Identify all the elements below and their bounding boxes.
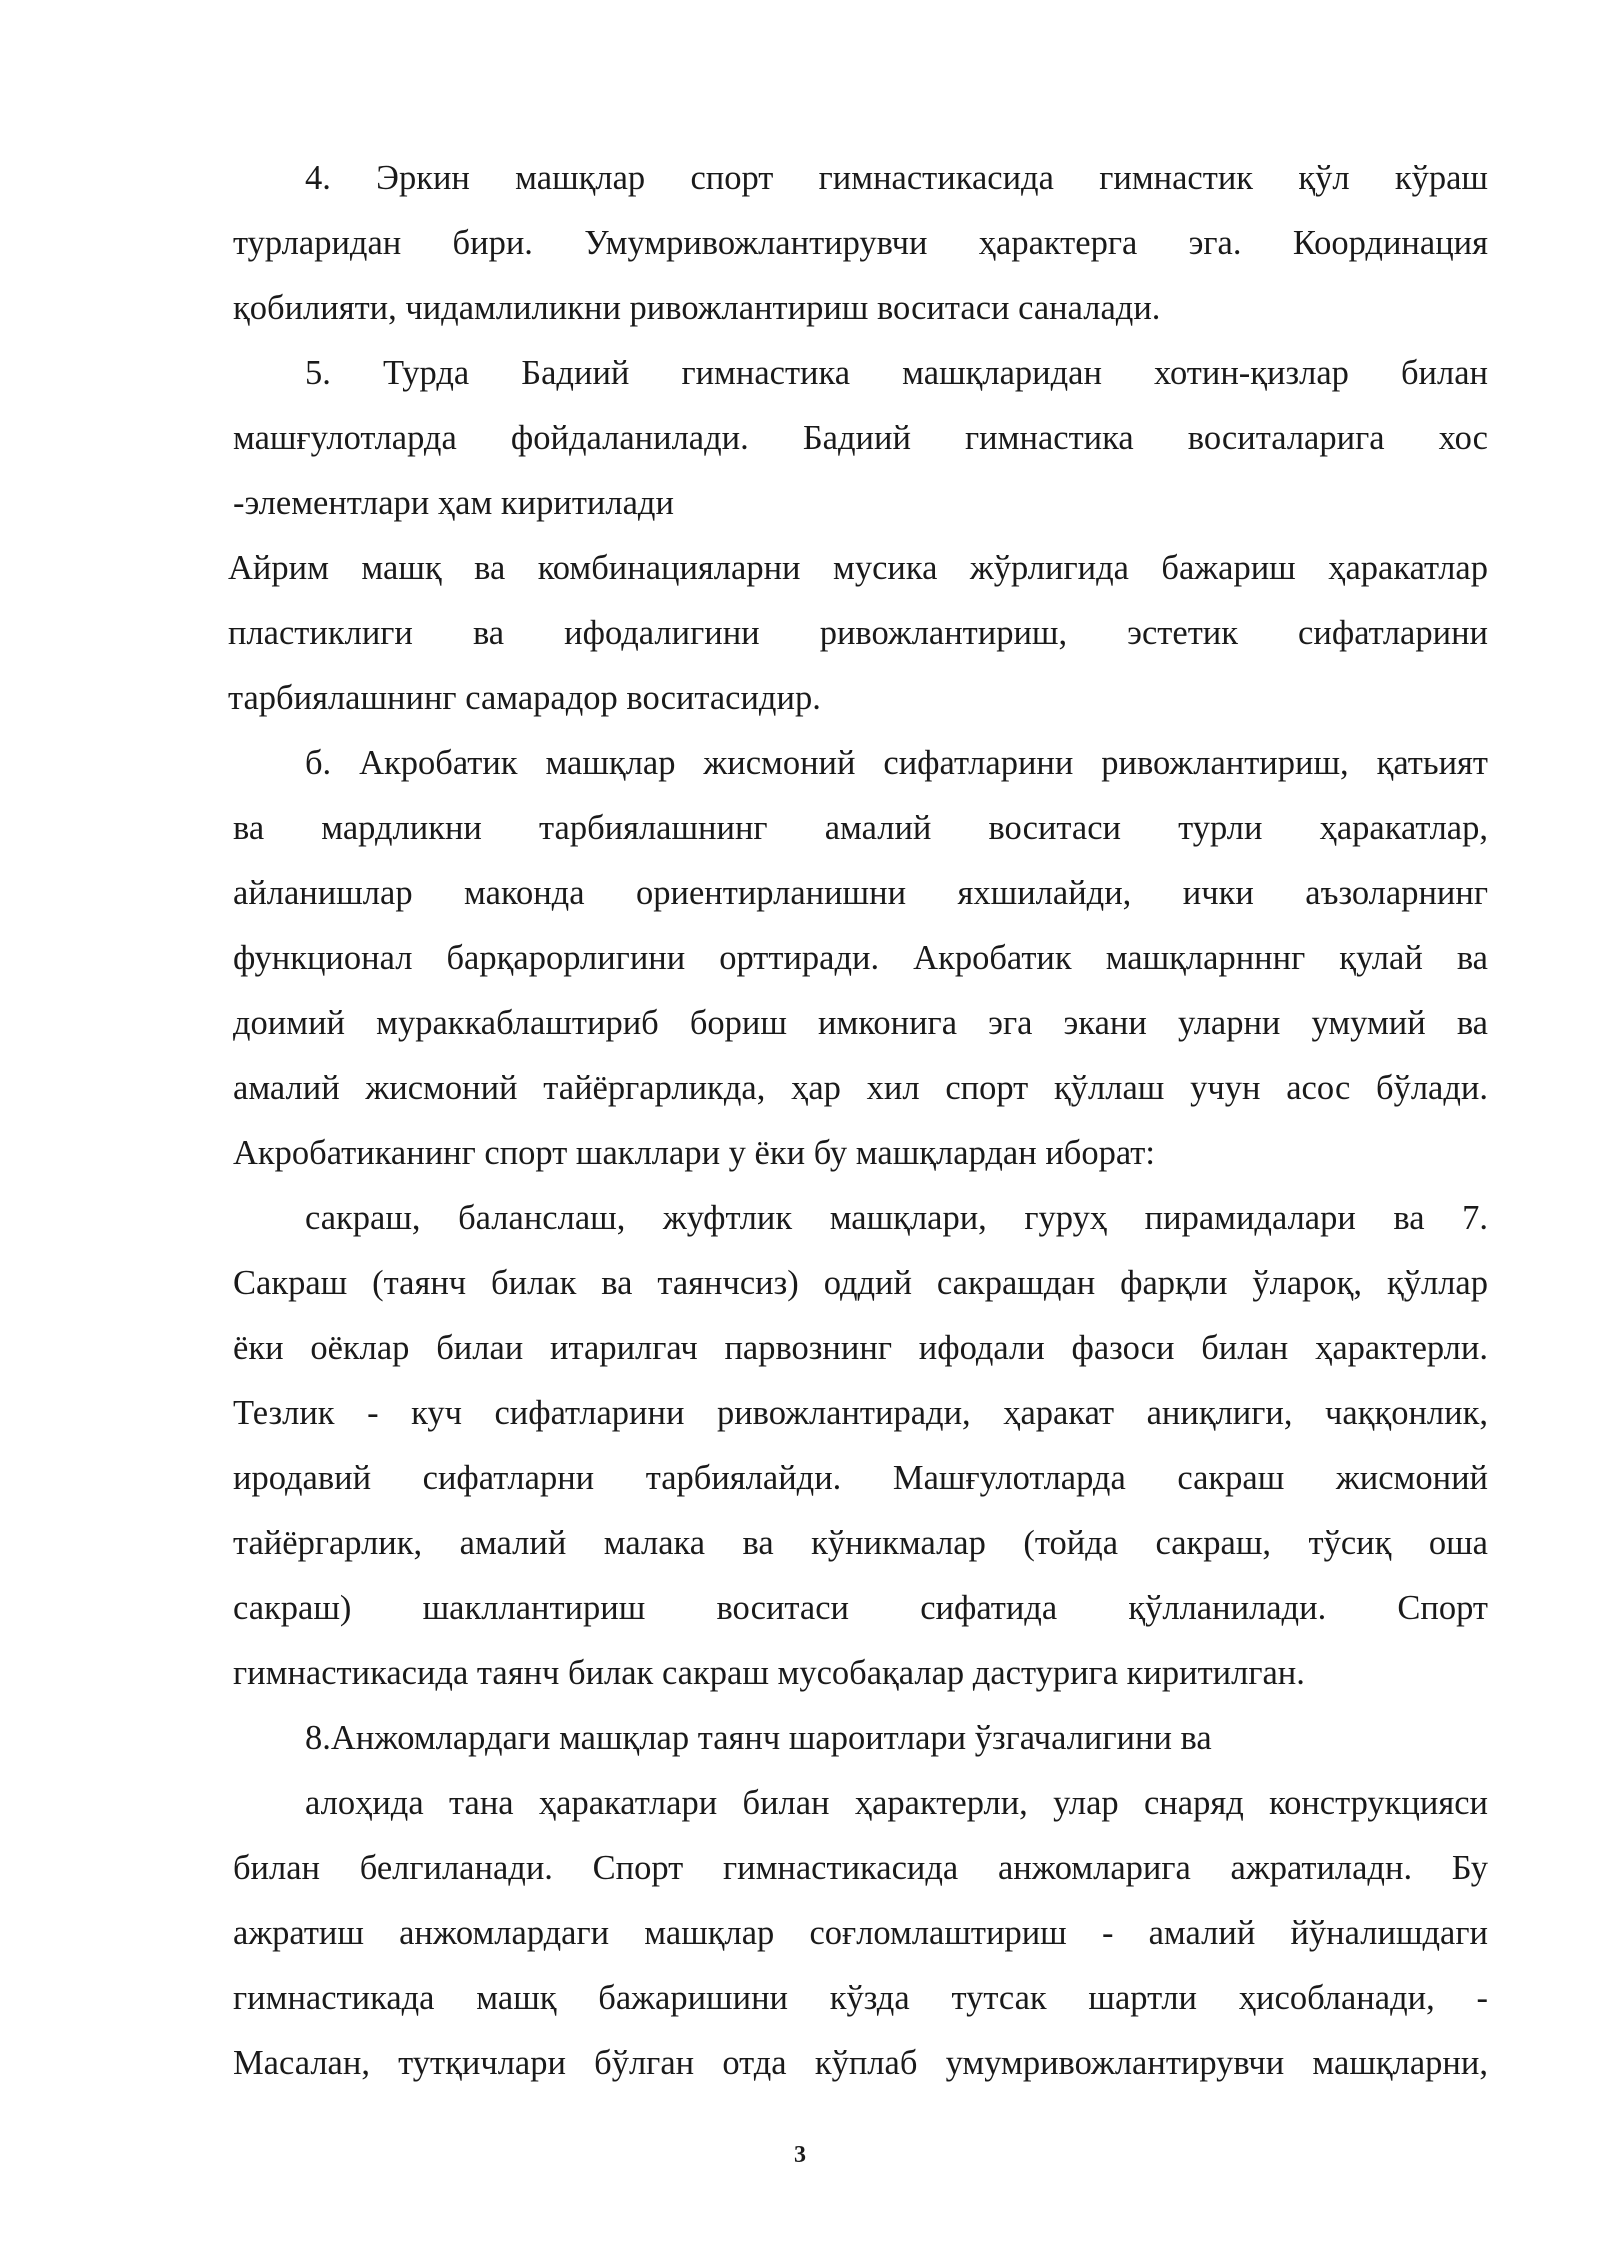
text-line: функционал барқарорлигини орттиради. Акробатик машқларнннг қулай ва xyxy=(233,939,1488,977)
page-number: 3 xyxy=(794,2142,806,2168)
text-line: машғулотларда фойдаланилади. Бадиий гимнастика воситаларига хос xyxy=(233,419,1488,457)
text-line: 8.Анжомлардаги машқлар таянч шароитлари ўзгачалигини ва xyxy=(305,1719,1212,1757)
body-text xyxy=(228,146,1488,2096)
text-line: алоҳида тана ҳаракатлари билан ҳарактерли, улар снаряд конструкцияси xyxy=(305,1784,1488,1822)
text-line: Тезлик - куч сифатларини ривожлантиради, ҳаракат аниқлиги, чаққонлик, xyxy=(233,1394,1488,1432)
text-line: ёки оёклар билаи итарилгач парвознинг ифодали фазоси билан ҳарактерли. xyxy=(233,1329,1488,1367)
text-line: иродавий сифатларни тарбиялайди. Машғулотларда сакраш жисмоний xyxy=(233,1459,1488,1497)
text-line: сакраш, баланслаш, жуфтлик машқлари, гуруҳ пирамидалари ва 7. xyxy=(305,1199,1488,1237)
text-line: билан белгиланади. Спорт гимнастикасида анжомларига ажратиладн. Бу xyxy=(233,1849,1488,1887)
text-line: Айрим машқ ва комбинацияларни мусика жўрлигида бажариш ҳаракатлар xyxy=(228,549,1488,587)
text-line: тайёргарлик, амалий малака ва кўникмалар (тойда сакраш, тўсиқ оша xyxy=(233,1524,1488,1562)
text-line: сакраш) шакллантириш воситаси сифатида қўлланилади. Спорт xyxy=(233,1589,1488,1627)
text-line: гимнастикасида таянч билак сакраш мусобақалар дастурига киритилган. xyxy=(233,1654,1305,1692)
text-line: -элементлари ҳам киритилади xyxy=(233,484,674,522)
text-line: Масалан, тутқичлари бўлган отда кўплаб умумривожлантирувчи машқларни, xyxy=(233,2044,1488,2082)
text-line: айланишлар маконда ориентирланишни яхшилайди, ички аъзоларнинг xyxy=(233,874,1488,912)
text-line: Сакраш (таянч билак ва таянчсиз) оддий сакрашдан фарқли ўлароқ, қўллар xyxy=(233,1264,1488,1302)
text-line: пластиклиги ва ифодалигини ривожлантириш, эстетик сифатларини xyxy=(228,614,1488,652)
text-line: амалий жисмоний тайёргарликда, ҳар хил спорт қўллаш учун асос бўлади. xyxy=(233,1069,1488,1107)
text-line: турларидан бири. Умумривожлантирувчи ҳарактерга эга. Координация xyxy=(233,224,1488,262)
text-line: қобилияти, чидамлиликни ривожлантириш воситаси саналади. xyxy=(233,289,1161,327)
text-line: доимий мураккаблаштириб бориш имконига эга экани уларни умумий ва xyxy=(233,1004,1488,1042)
text-line: ва мардликни тарбиялашнинг амалий воситаси турли ҳаракатлар, xyxy=(233,809,1488,847)
text-line: б. Акробатик машқлар жисмоний сифатларини ривожлантириш, қатьият xyxy=(305,744,1488,782)
text-line: 5. Турда Бадиий гимнастика машқларидан хотин-қизлар билан xyxy=(305,354,1488,392)
text-line: 4. Эркин машқлар спорт гимнастикасида гимнастик қўл кўраш xyxy=(305,159,1488,197)
text-line: тарбиялашнинг самарадор воситасидир. xyxy=(228,679,821,717)
text-line: Акробатиканинг спорт шакллари у ёки бу машқлардан иборат: xyxy=(233,1134,1155,1172)
text-line: гимнастикада машқ бажаришини кўзда тутсак шартли ҳисобланади, - xyxy=(233,1979,1488,2017)
text-line: ажратиш анжомлардаги машқлар соғломлаштириш - амалий йўналишдаги xyxy=(233,1914,1488,1952)
